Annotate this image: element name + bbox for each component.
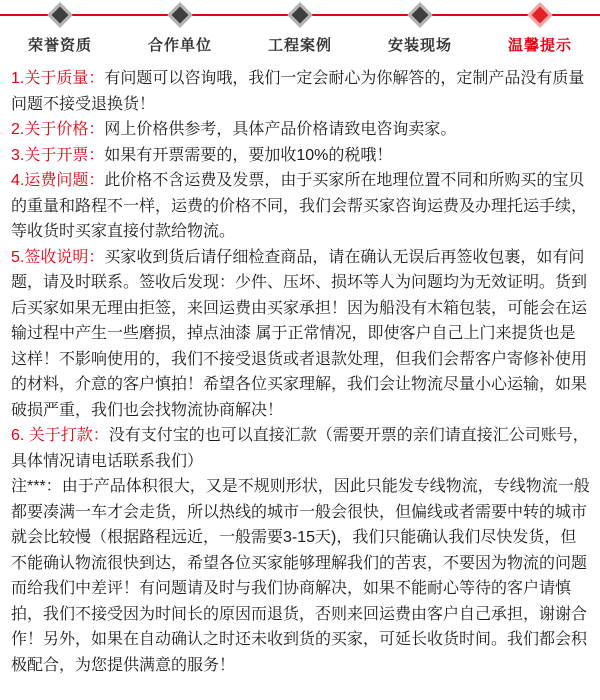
notice-item-payment: [11, 423, 590, 474]
diamond-icon: [407, 2, 432, 27]
notice-list: [0, 64, 600, 678]
notice-item-invoice: [11, 143, 590, 169]
tab-label: 荣誉资质: [27, 37, 92, 54]
notice-label: 1.关于质量：: [11, 70, 105, 87]
notice-label: 3.关于开票：: [11, 146, 105, 164]
notice-label: 注***：: [11, 478, 62, 495]
notice-text: 没有支付宝的也可以直接汇款（需要开票的亲们请直接汇公司账号，具体情况请电话联系我们）: [11, 427, 589, 470]
notice-text: 如果有开票需要的，要加收10%的税哦！: [104, 146, 393, 164]
diamond-icon: [167, 2, 192, 27]
notice-item-quality: [11, 66, 590, 117]
diamond-icon: [527, 2, 552, 27]
tab-list: [0, 0, 600, 55]
notice-label: 4.运费问题：: [11, 172, 105, 189]
notice-label: 5.签收说明：: [11, 248, 105, 266]
tab-installation-site[interactable]: [360, 0, 480, 55]
notice-label: 2.关于价格：: [11, 121, 105, 138]
notice-text: 由于产品体积很大，又是不规则形状，因此只能发专线物流，专线物流一般都要凑满一车才会走货，所以热线的城市一般会很快，但偏线或者需要中转的城市就会比较慢（根据路程远近，一般需要3-15天)，我们只能确认我们尽快发货，但不能确认物流很快到达，希望各位买家能够理解我们的苦衷，不要因为物流的问题而给我们中差评！有问题请及时与我们协商解决，如果不能耐心等待的客户请慎拍，我们不接受因为时间长的原因而退货，否则来回运费由客户自己承担，谢谢合作！另外，如果在自动确认之时还未收到货的买家，可延长收货时间。我们都会积极配合，为您提供满意的服务！: [11, 478, 590, 674]
tab-label: 温馨提示: [507, 37, 572, 54]
notice-text: 此价格不含运费及发票，由于买家所在地理位置不同和所购买的宝贝的重量和路程不一样，运费的价格不同，我们会帮买家咨询运费及办理托运手续，等收货时买家直接付款给物流。: [11, 172, 588, 240]
notice-item-receiving: [11, 245, 590, 424]
tab-label: 安装现场: [387, 37, 452, 54]
tab-label: 工程案例: [267, 37, 332, 54]
notice-text: 网上价格供参考，具体产品价格请致电咨询卖家。: [104, 121, 457, 138]
diamond-icon: [47, 2, 72, 27]
notice-text: 有问题可以咨询哦，我们一定会耐心为你解答的，定制产品没有质量问题不接受退换货！: [11, 70, 585, 113]
notice-item-shipping: [11, 168, 590, 245]
tab-honor-qualifications[interactable]: [0, 0, 120, 55]
tab-bar: [0, 0, 600, 64]
tab-label: 合作单位: [147, 37, 212, 54]
notice-item-price: [11, 117, 590, 143]
tab-project-cases[interactable]: [240, 0, 360, 55]
tab-warm-tips[interactable]: [480, 0, 600, 55]
notice-item-note: [11, 474, 590, 678]
notice-text: 买家收到货后请仔细检查商品，请在确认无误后再签收包裹，如有问题，请及时联系。签收后发现：少件、压坏、损坏等人为问题均为无效证明。货到后买家如果无理由拒签，来回运费由买家承担！因为船没有木箱包装，可能会在运输过程中产生一些磨损，掉点油漆 属于正常情况，即使客户自己上门来提货也是这样！不影响使用的，我们不接受退货或者退款处理，但我们会帮客户寄修补使用的材料，介意的客户慎拍！希望各位买家理解，我们会让物流尽量小心运输，如果破损严重，我们也会找物流协商解决！: [11, 248, 588, 419]
diamond-icon: [287, 2, 312, 27]
tab-partners[interactable]: [120, 0, 240, 55]
notice-label: 6. 关于打款：: [11, 427, 109, 444]
